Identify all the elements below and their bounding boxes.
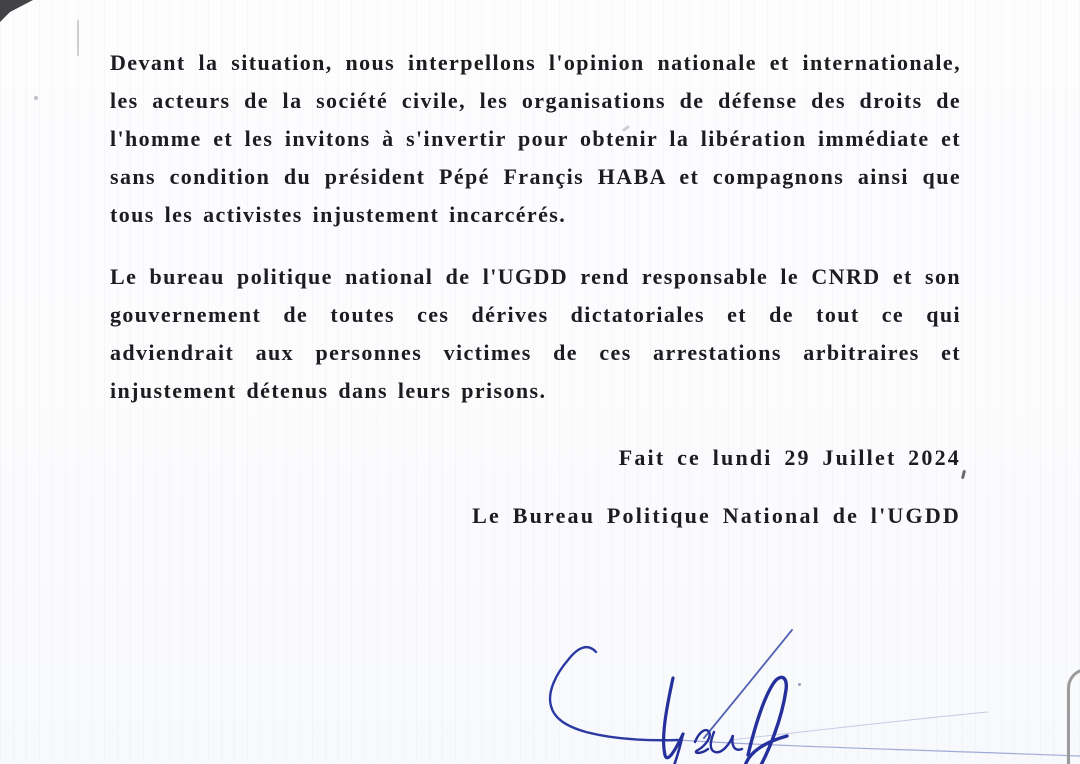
scan-dot-artifact [34, 96, 38, 100]
scan-scratch-artifact [77, 20, 79, 56]
overlay-rounded-corner [1067, 668, 1080, 764]
signature-handwriting [490, 622, 1080, 764]
scan-corner-artifact [0, 0, 40, 28]
paragraph-appeal: Devant la situation, nous interpellons l'opinion nationale et internationale, les acteurs de la société civile, les organisations de défense des droits de l'homme et les invitons à s'invertir pour obtenir la libération immédiate et sans condition du président Pépé Françis HABA et compagnons ainsi que tous les activistes injustement incarcérés. [110, 50, 961, 227]
signoff-line: Le Bureau Politique National de l'UGDD [472, 503, 961, 528]
paragraph-responsibility: Le bureau politique national de l'UGDD rend responsable le CNRD et son gouvernement de toutes ces dérives dictatoriales et de tout ce qui adviendrait aux personnes victimes de ces arrestations arbitraires et injustement détenus dans leurs prisons. [110, 264, 961, 403]
date-line: Fait ce lundi 29 Juillet 2024 [618, 445, 961, 470]
scan-comma-artifact [961, 470, 966, 479]
document-body [110, 44, 961, 535]
